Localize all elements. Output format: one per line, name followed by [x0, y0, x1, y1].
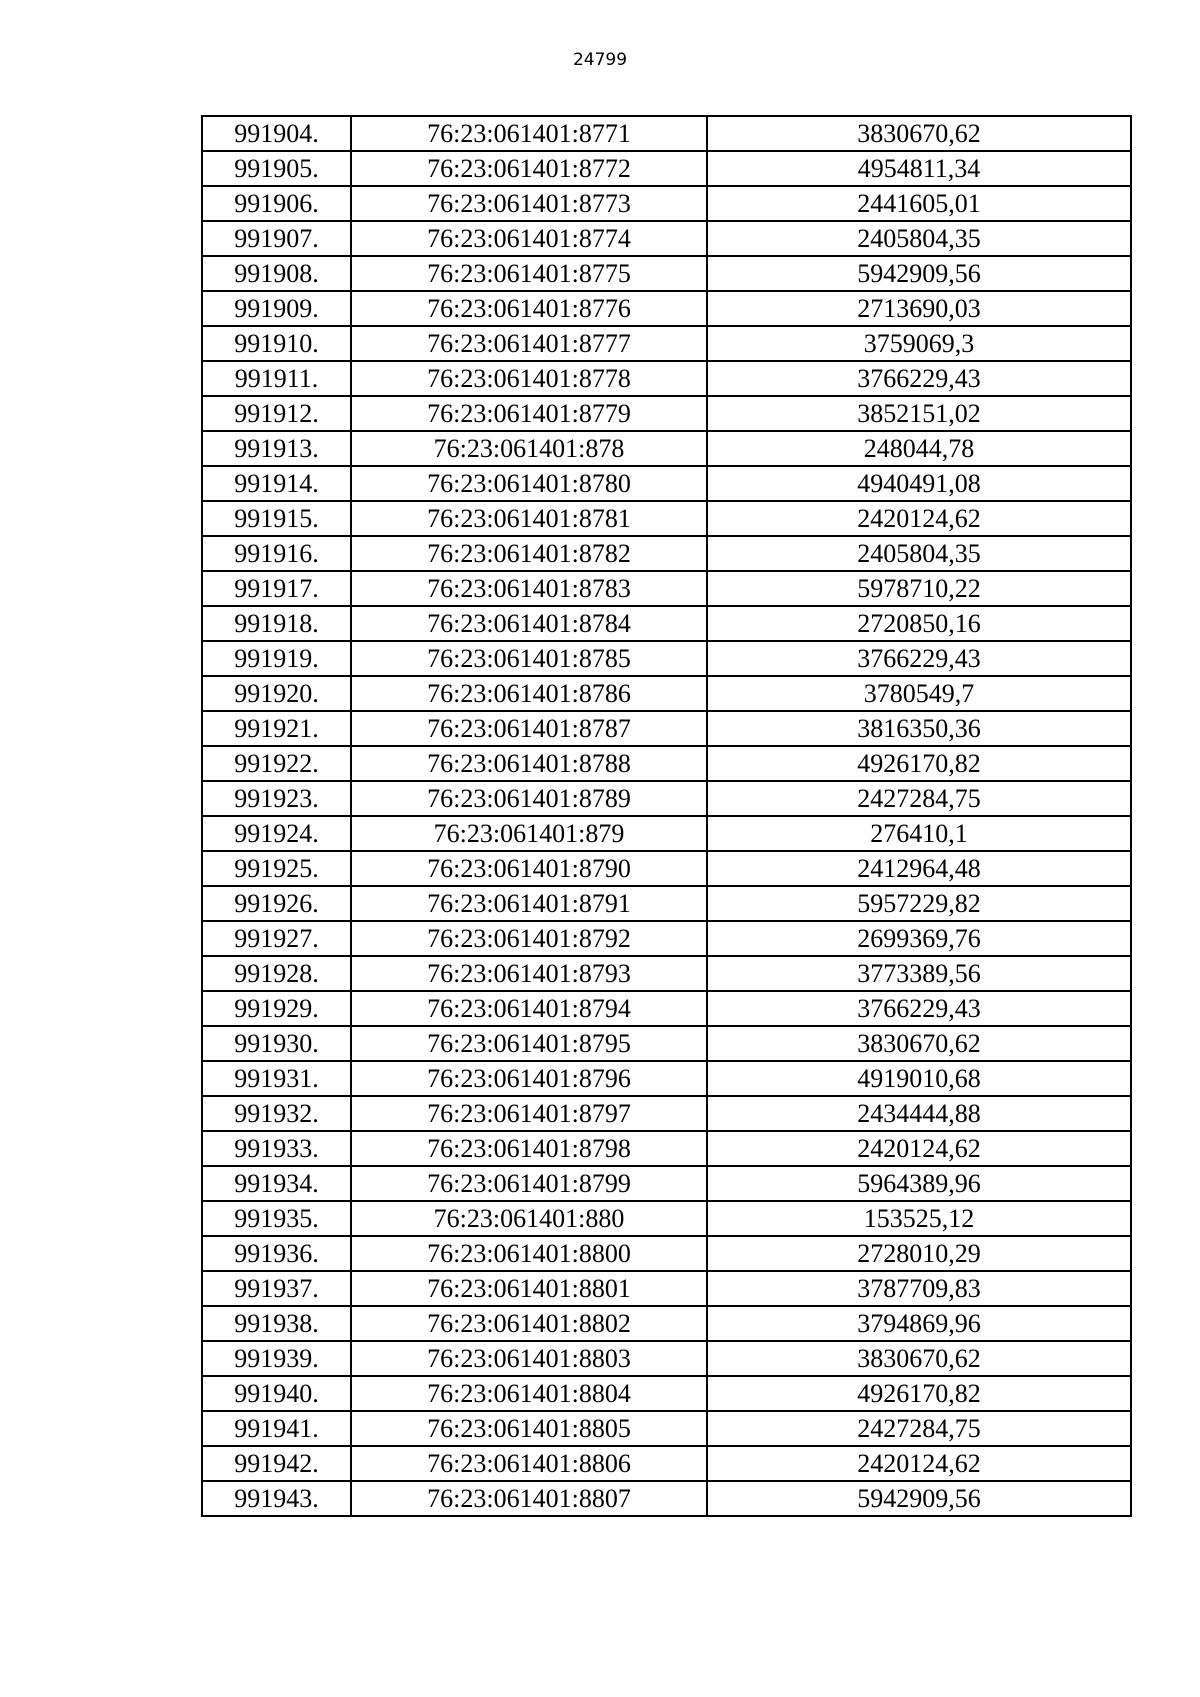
- table-row: [202, 1306, 1131, 1341]
- row-number-cell: 991908.: [202, 256, 351, 291]
- cadastral-number-cell: 76:23:061401:8783: [351, 571, 707, 606]
- row-number-cell: 991932.: [202, 1096, 351, 1131]
- table-row: [202, 361, 1131, 396]
- table-row: [202, 676, 1131, 711]
- value-cell: 2405804,35: [707, 221, 1131, 256]
- cadastral-number-cell: 76:23:061401:8771: [351, 116, 707, 151]
- value-cell: 3830670,62: [707, 116, 1131, 151]
- cadastral-number-cell: 76:23:061401:8781: [351, 501, 707, 536]
- value-cell: 3852151,02: [707, 396, 1131, 431]
- cadastral-number-cell: 76:23:061401:8788: [351, 746, 707, 781]
- table-row: [202, 1446, 1131, 1481]
- table-row: [202, 1061, 1131, 1096]
- row-number-cell: 991914.: [202, 466, 351, 501]
- cadastral-number-cell: 76:23:061401:879: [351, 816, 707, 851]
- cadastral-number-cell: 76:23:061401:8797: [351, 1096, 707, 1131]
- row-number-cell: 991926.: [202, 886, 351, 921]
- value-cell: 2434444,88: [707, 1096, 1131, 1131]
- value-cell: 5957229,82: [707, 886, 1131, 921]
- cadastral-number-cell: 76:23:061401:878: [351, 431, 707, 466]
- cadastral-number-cell: 76:23:061401:8799: [351, 1166, 707, 1201]
- table-row: [202, 1376, 1131, 1411]
- row-number-cell: 991942.: [202, 1446, 351, 1481]
- cadastral-number-cell: 76:23:061401:8780: [351, 466, 707, 501]
- row-number-cell: 991912.: [202, 396, 351, 431]
- row-number-cell: 991922.: [202, 746, 351, 781]
- cadastral-number-cell: 76:23:061401:8782: [351, 536, 707, 571]
- row-number-cell: 991905.: [202, 151, 351, 186]
- table-row: [202, 781, 1131, 816]
- value-cell: 3830670,62: [707, 1341, 1131, 1376]
- table-row: [202, 466, 1131, 501]
- cadastral-number-cell: 76:23:061401:8778: [351, 361, 707, 396]
- table-row: [202, 1166, 1131, 1201]
- value-cell: 5964389,96: [707, 1166, 1131, 1201]
- value-cell: 4926170,82: [707, 1376, 1131, 1411]
- cadastral-number-cell: 76:23:061401:8792: [351, 921, 707, 956]
- cadastral-number-cell: 76:23:061401:8773: [351, 186, 707, 221]
- row-number-cell: 991925.: [202, 851, 351, 886]
- value-cell: 4926170,82: [707, 746, 1131, 781]
- row-number-cell: 991906.: [202, 186, 351, 221]
- row-number-cell: 991943.: [202, 1481, 351, 1516]
- value-cell: 248044,78: [707, 431, 1131, 466]
- row-number-cell: 991934.: [202, 1166, 351, 1201]
- cadastral-number-cell: 76:23:061401:8786: [351, 676, 707, 711]
- cadastral-number-cell: 76:23:061401:8796: [351, 1061, 707, 1096]
- table-row: [202, 711, 1131, 746]
- cadastral-number-cell: 76:23:061401:880: [351, 1201, 707, 1236]
- value-cell: 5942909,56: [707, 1481, 1131, 1516]
- table-row: [202, 1131, 1131, 1166]
- table-row: [202, 1026, 1131, 1061]
- row-number-cell: 991917.: [202, 571, 351, 606]
- row-number-cell: 991933.: [202, 1131, 351, 1166]
- value-cell: 4940491,08: [707, 466, 1131, 501]
- table-row: [202, 886, 1131, 921]
- value-cell: 2441605,01: [707, 186, 1131, 221]
- cadastral-number-cell: 76:23:061401:8800: [351, 1236, 707, 1271]
- value-cell: 2427284,75: [707, 781, 1131, 816]
- table-row: [202, 991, 1131, 1026]
- table-row: [202, 1411, 1131, 1446]
- value-cell: 3830670,62: [707, 1026, 1131, 1061]
- table-row: [202, 571, 1131, 606]
- table-row: [202, 1201, 1131, 1236]
- cadastral-number-cell: 76:23:061401:8777: [351, 326, 707, 361]
- cadastral-number-cell: 76:23:061401:8801: [351, 1271, 707, 1306]
- value-cell: 3766229,43: [707, 361, 1131, 396]
- row-number-cell: 991919.: [202, 641, 351, 676]
- row-number-cell: 991920.: [202, 676, 351, 711]
- row-number-cell: 991939.: [202, 1341, 351, 1376]
- value-cell: 3773389,56: [707, 956, 1131, 991]
- cadastral-number-cell: 76:23:061401:8798: [351, 1131, 707, 1166]
- value-cell: 2405804,35: [707, 536, 1131, 571]
- row-number-cell: 991921.: [202, 711, 351, 746]
- table-row: [202, 1271, 1131, 1306]
- table-row: [202, 116, 1131, 151]
- cadastral-number-cell: 76:23:061401:8789: [351, 781, 707, 816]
- table-row: [202, 186, 1131, 221]
- row-number-cell: 991918.: [202, 606, 351, 641]
- cadastral-number-cell: 76:23:061401:8779: [351, 396, 707, 431]
- table-row: [202, 396, 1131, 431]
- row-number-cell: 991910.: [202, 326, 351, 361]
- cadastral-number-cell: 76:23:061401:8794: [351, 991, 707, 1026]
- value-cell: 3766229,43: [707, 641, 1131, 676]
- row-number-cell: 991911.: [202, 361, 351, 396]
- row-number-cell: 991928.: [202, 956, 351, 991]
- row-number-cell: 991916.: [202, 536, 351, 571]
- row-number-cell: 991940.: [202, 1376, 351, 1411]
- value-cell: 2420124,62: [707, 1131, 1131, 1166]
- value-cell: 2713690,03: [707, 291, 1131, 326]
- row-number-cell: 991938.: [202, 1306, 351, 1341]
- table-row: [202, 746, 1131, 781]
- row-number-cell: 991907.: [202, 221, 351, 256]
- row-number-cell: 991927.: [202, 921, 351, 956]
- value-cell: 5942909,56: [707, 256, 1131, 291]
- table-row: [202, 326, 1131, 361]
- table-row: [202, 431, 1131, 466]
- value-cell: 3759069,3: [707, 326, 1131, 361]
- row-number-cell: 991924.: [202, 816, 351, 851]
- value-cell: 3766229,43: [707, 991, 1131, 1026]
- cadastral-number-cell: 76:23:061401:8791: [351, 886, 707, 921]
- cadastral-number-cell: 76:23:061401:8804: [351, 1376, 707, 1411]
- value-cell: 2699369,76: [707, 921, 1131, 956]
- row-number-cell: 991935.: [202, 1201, 351, 1236]
- cadastral-number-cell: 76:23:061401:8790: [351, 851, 707, 886]
- row-number-cell: 991929.: [202, 991, 351, 1026]
- table-row: [202, 1341, 1131, 1376]
- table-row: [202, 536, 1131, 571]
- value-cell: 4954811,34: [707, 151, 1131, 186]
- row-number-cell: 991941.: [202, 1411, 351, 1446]
- value-cell: 3780549,7: [707, 676, 1131, 711]
- registry-table: [201, 115, 1132, 1517]
- cadastral-number-cell: 76:23:061401:8785: [351, 641, 707, 676]
- row-number-cell: 991915.: [202, 501, 351, 536]
- value-cell: 2728010,29: [707, 1236, 1131, 1271]
- value-cell: 2420124,62: [707, 1446, 1131, 1481]
- row-number-cell: 991930.: [202, 1026, 351, 1061]
- cadastral-number-cell: 76:23:061401:8806: [351, 1446, 707, 1481]
- cadastral-number-cell: 76:23:061401:8803: [351, 1341, 707, 1376]
- value-cell: 276410,1: [707, 816, 1131, 851]
- row-number-cell: 991923.: [202, 781, 351, 816]
- table-row: [202, 956, 1131, 991]
- row-number-cell: 991913.: [202, 431, 351, 466]
- cadastral-number-cell: 76:23:061401:8793: [351, 956, 707, 991]
- table-row: [202, 606, 1131, 641]
- table-row: [202, 1481, 1131, 1516]
- table-row: [202, 1096, 1131, 1131]
- value-cell: 2412964,48: [707, 851, 1131, 886]
- table-row: [202, 151, 1131, 186]
- row-number-cell: 991931.: [202, 1061, 351, 1096]
- cadastral-number-cell: 76:23:061401:8772: [351, 151, 707, 186]
- page-number: 24799: [572, 50, 628, 70]
- table-row: [202, 1236, 1131, 1271]
- row-number-cell: 991936.: [202, 1236, 351, 1271]
- cadastral-number-cell: 76:23:061401:8774: [351, 221, 707, 256]
- row-number-cell: 991937.: [202, 1271, 351, 1306]
- value-cell: 5978710,22: [707, 571, 1131, 606]
- cadastral-number-cell: 76:23:061401:8802: [351, 1306, 707, 1341]
- row-number-cell: 991904.: [202, 116, 351, 151]
- row-number-cell: 991909.: [202, 291, 351, 326]
- value-cell: 2427284,75: [707, 1411, 1131, 1446]
- value-cell: 3787709,83: [707, 1271, 1131, 1306]
- table-row: [202, 256, 1131, 291]
- registry-table-body: [202, 116, 1131, 1516]
- cadastral-number-cell: 76:23:061401:8784: [351, 606, 707, 641]
- value-cell: 3816350,36: [707, 711, 1131, 746]
- table-row: [202, 921, 1131, 956]
- cadastral-number-cell: 76:23:061401:8775: [351, 256, 707, 291]
- cadastral-number-cell: 76:23:061401:8795: [351, 1026, 707, 1061]
- table-row: [202, 501, 1131, 536]
- value-cell: 2720850,16: [707, 606, 1131, 641]
- table-row: [202, 221, 1131, 256]
- cadastral-number-cell: 76:23:061401:8776: [351, 291, 707, 326]
- value-cell: 153525,12: [707, 1201, 1131, 1236]
- value-cell: 4919010,68: [707, 1061, 1131, 1096]
- table-row: [202, 641, 1131, 676]
- cadastral-number-cell: 76:23:061401:8807: [351, 1481, 707, 1516]
- value-cell: 2420124,62: [707, 501, 1131, 536]
- value-cell: 3794869,96: [707, 1306, 1131, 1341]
- table-row: [202, 851, 1131, 886]
- table-row: [202, 816, 1131, 851]
- cadastral-number-cell: 76:23:061401:8805: [351, 1411, 707, 1446]
- table-row: [202, 291, 1131, 326]
- cadastral-number-cell: 76:23:061401:8787: [351, 711, 707, 746]
